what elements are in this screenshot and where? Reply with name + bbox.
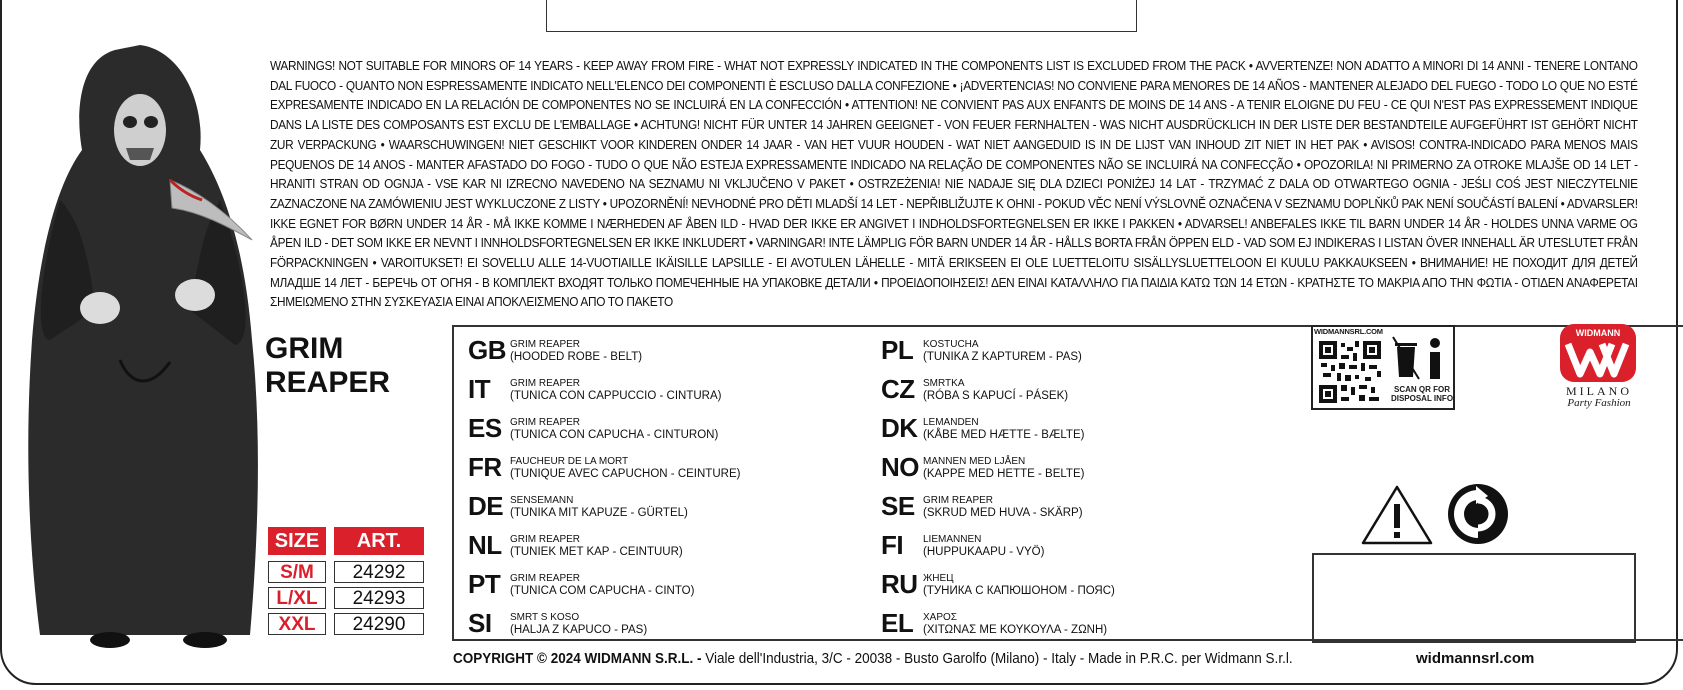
- scan-qr-text: SCAN QR FOR DISPOSAL INFO: [1390, 385, 1454, 403]
- language-desc: (TUNICA CON CAPUCHA - CINTURON): [510, 428, 719, 441]
- language-item: [468, 335, 642, 366]
- language-code: GB: [468, 335, 506, 365]
- warning-triangle-icon: [1360, 484, 1434, 546]
- svg-text:WIDMANN: WIDMANN: [1575, 328, 1621, 338]
- disposal-info-icon: [1391, 333, 1451, 383]
- language-desc: (ТУНИКА С КАПЮШОНОМ - ПОЯС): [923, 584, 1115, 597]
- language-code: PT: [468, 569, 501, 599]
- language-desc: (SKRUD MED HUVA - SKÄRP): [923, 506, 1083, 519]
- language-code: RU: [881, 569, 918, 599]
- green-dot-recycle-icon: [1446, 482, 1510, 546]
- language-code: SI: [468, 608, 492, 638]
- size-table-header: [268, 527, 424, 555]
- language-code: DK: [881, 413, 918, 443]
- size-table: [268, 527, 424, 635]
- language-item: [881, 335, 1082, 366]
- language-name: KOSTUCHA: [923, 338, 979, 350]
- language-name: GRIM REAPER: [510, 533, 581, 545]
- language-desc: (HALJA Z KAPUCO - PAS): [510, 623, 648, 636]
- size-row: [268, 561, 424, 583]
- copyright-footer: [453, 650, 1293, 667]
- size-cell: S/M: [268, 561, 326, 583]
- language-code: FR: [468, 452, 502, 482]
- language-item: [468, 374, 721, 405]
- title-line-2: REAPER: [265, 366, 391, 399]
- language-item: [881, 491, 1083, 522]
- language-name: ΧΑΡΟΣ: [923, 611, 957, 623]
- grim-reaper-costume-image: [20, 40, 270, 655]
- language-name: GRIM REAPER: [510, 377, 581, 389]
- language-code: NO: [881, 452, 919, 482]
- warnings-text: WARNINGS! NOT SUITABLE FOR MINORS OF 14 YEARS - KEEP AWAY FROM FIRE - WHAT NOT EXPRESSLY INDICATED IN THE COMPONENTS LIST IS EXCLUDED FROM THE PACK • AVVERTENZE! NON ADATTO A MINORI DI 14 ANNI - TENERE LONTANO DAL FUOCO - QUANTO NON ESPRESSAMENTE INDICATO NELL'ELENCO DEI COMPONENTI È ESCLUSO DALLA CONFEZIONE • ¡ADVERTENCIAS! NO CONVIENE PARA MENORES DE 14 AÑOS - MANTENER ALEJADO DEL FUEGO - TODO LO QUE NO ESTÉ EXPRESAMENTE INDICADO EN LA RELACIÓN DE COMPONENTES NO SE INCLUIRÁ EN LA CONFECCIÓN • ATTENTION! NE CONVIENT PAS AUX ENFANTS DE MOINS DE 14 ANS - A TENIR ELOIGNE DU FEU - CE QUI N'EST PAS EXPRESSEMENT INDIQUE DANS LA LISTE DES COMPOSANTS EST EXCLU DE L'EMBALLAGE • ACHTUNG! NICHT FÜR UNTER 14 JAHREN GEEIGNET - VON FEUER FERNHALTEN - WAS NICHT AUSDRÜCKLICH IN DER LISTE DER BESTANDTEILE AUFGEFÜHRT IST GEHÖRT NICHT ZUR VERPACKUNG • WAARSCHUWINGEN! NIET GESCHIKT VOOR KINDEREN ONDER 14 JAAR - VAN HET VUUR HOUDEN - WAT NIET AANGEDUID IS IN DE LIJST VAN INHOUD ZIT NIET IN HET PAK • AVISOS! CONTRA-INDICADO PARA MENOS MAIS PEQUENOS DE 14 ANOS - MANTER AFASTADO DO FOGO - TUDO O QUE NÃO ESTEJA EXPRESSAMENTE INDICADO NA RELAÇÃO DE COMPONENTES NÃO SE INCLUIRÁ NA CONFECÇÃO • OPOZORILA! NI PRIMERNO ZA OTROKE MLAJŠE OD 14 LET - HRANITI STRAN OD OGNJA - VSE KAR NI IZRECNO NAVEDENO NA SEZNAMU NI VKLJUČENO V PAKET • OSTRZEŻENIA! NIE NADAJE SIĘ DLA DZIECI PONIŻEJ 14 LAT - TRZYMAĆ Z DALA OD OTWARTEGO OGNIA - JEŚLI COŚ JEST NIECZYTELNIE ZAZNACZONE NA ZAMÓWIENIU JEST WYKLUCZONE Z LISTY • UPOZORNĚNÍ! NEVHODNÉ PRO DĚTI MLADŠÍ 14 LET - NEPŘIBLIŽUJTE K OHNI - POKUD VĚC NENÍ VÝSLOVNĚ OZNAČENA V SEZNAMU DOPLŇKŮ PAK NENÍ SOUČÁSTÍ BALENÍ • ADVARSLER! IKKE EGNET FOR BØRN UNDER 14 ÅR - MÅ IKKE KOMME I NÆRHEDEN AF ÅBEN ILD - HVAD DER IKKE ER ANGIVET I INDHOLDSFORTEGNELSEN ER IKKE I PAKKEN • ADVARSEL! ANBEFALES IKKE TIL BARN UNDER 14 ÅR - HOLDES UNNA VARME OG ÅPEN ILD - DET SOM IKKE ER NEVNT I INNHOLDSFORTEGNELSEN ER IKKE INKLUDERT • VARNINGAR! INTE LÄMPLIG FÖR BARN UNDER 14 ÅR - HÅLLS BORTA FRÅN ÖPPEN ELD - VAD SOM EJ INDIKERAS I LISTAN ÖVER INNEHALL ÄR UTESLUTET FRÅN FÖRPACKNINGEN • VAROITUKSET! EI SOVELLU ALLE 14-VUOTIAILLE IKÄISILLE LAPSILLE - EI AVOTULEN LÄHELLE - MITÄ ERIKSEEN EI OLE LUETTELOITU SISÄLLYSLUETTELOON EI KUULU PAKKAUKSEEN • ВНИМАНИЕ! НЕ ПОХОДИТ ДЛЯ ДЕТЕЙ МЛАДШЕ 14 ЛЕТ - БЕРЕЧЬ ОТ ОГНЯ - В КОМПЛЕКТ ВХОДЯТ ТОЛЬКО ПОМЕЧЕННЫЕ НА УПАКОВКЕ ДЕТАЛИ • ΠΡΟΕΙΔΟΠΟΙΗΣΕΙΣ! ΔΕΝ ΕΙΝΑΙ ΚΑΤΑΛΛΗΛΟ ΓΙΑ ΠΑΙΔΙΑ ΚΑΤΩ ΤΩΝ 14 ΕΤΩΝ - ΚΡΑΤΗΣΤΕ ΤΟ ΜΑΚΡΙΑ ΑΠΟ ΤΗΝ ΦΩΤΙΑ - ΟΤΙΔΕΝ ΑΝΑΦΕΡΕΤΑΙ ΣΗΜΕΙΩΜΕΝΟ ΣΤΗΝ ΣΥΣΚΕΥΑΣΙΑ ΕΙΝΑΙ ΑΠΟΚΛΕΙΣΜΕΝΟ ΑΠΟ ΤΟ ΠΑΚΕΤΟ: [270, 59, 1638, 310]
- language-code: FI: [881, 530, 904, 560]
- language-item: [881, 374, 1068, 405]
- language-code: DE: [468, 491, 504, 521]
- art-cell: 24293: [334, 587, 424, 609]
- language-code: IT: [468, 374, 491, 404]
- language-code: EL: [881, 608, 914, 638]
- language-item: [881, 569, 1115, 600]
- top-label-box: [546, 0, 1137, 32]
- copyright-text: COPYRIGHT © 2024 WIDMANN S.R.L. -: [453, 650, 702, 667]
- language-name: GRIM REAPER: [510, 338, 581, 350]
- language-item: [881, 413, 1084, 444]
- language-desc: (TUNIEK MET KAP - CEINTUUR): [510, 545, 683, 558]
- art-cell: 24290: [334, 613, 424, 635]
- language-code: PL: [881, 335, 914, 365]
- language-name: GRIM REAPER: [923, 494, 994, 506]
- language-desc: (KÅBE MED HÆTTE - BÆLTE): [923, 428, 1085, 441]
- language-desc: (HOODED ROBE - BELT): [510, 350, 643, 363]
- language-desc: (ΧΙΤΩΝΑΣ ΜΕ ΚΟΥΚΟΥΛΑ - ΖΩΝΗ): [923, 623, 1108, 636]
- language-name: LEMANDEN: [923, 416, 979, 428]
- language-name: GRIM REAPER: [510, 572, 581, 584]
- language-item: [881, 608, 1107, 639]
- language-desc: (RÓBA S KAPUCÍ - PÁSEK): [923, 389, 1069, 402]
- logo-tagline: Party Fashion: [1567, 397, 1631, 409]
- language-desc: (KAPPE MED HETTE - BELTE): [923, 467, 1085, 480]
- language-code: ES: [468, 413, 502, 443]
- size-row: [268, 613, 424, 635]
- address-text: Viale dell'Industria, 3/C - 20038 - Busto Garolfo (Milano) - Italy - Made in P.R.C. per Widmann S.r.l.: [701, 650, 1293, 667]
- product-title: [265, 332, 390, 400]
- language-desc: (TUNIKA Z KAPTUREM - PAS): [923, 350, 1082, 363]
- logo-city: MILANO: [1566, 384, 1632, 398]
- language-code: NL: [468, 530, 502, 560]
- size-cell: XXL: [268, 613, 326, 635]
- qr-disposal-block: [1311, 325, 1455, 410]
- size-row: [268, 587, 424, 609]
- language-item: [468, 608, 647, 639]
- language-desc: (TUNICA CON CAPPUCCIO - CINTURA): [510, 389, 722, 402]
- language-name: MANNEN MED LJÅEN: [923, 455, 1026, 467]
- language-item: [881, 452, 1084, 483]
- language-desc: (TUNIKA MIT KAPUZE - GÜRTEL): [510, 506, 688, 519]
- language-name: FAUCHEUR DE LA MORT: [510, 455, 629, 467]
- size-cell: L/XL: [268, 587, 326, 609]
- language-name: ЖНЕЦ: [923, 572, 954, 584]
- language-name: LIEMANNEN: [923, 533, 982, 545]
- language-code: SE: [881, 491, 915, 521]
- language-item: [881, 530, 1044, 561]
- website-text: widmannsrl.com: [1416, 650, 1535, 667]
- language-desc: (TUNICA COM CAPUCHA - CINTO): [510, 584, 695, 597]
- language-desc: (TUNIQUE AVEC CAPUCHON - CEINTURE): [510, 467, 741, 480]
- language-code: CZ: [881, 374, 915, 404]
- language-name: SMRTKA: [923, 377, 965, 389]
- blank-label-box: [1312, 553, 1636, 643]
- art-header: ART.: [334, 527, 424, 555]
- art-cell: 24292: [334, 561, 424, 583]
- language-desc: (HUPPUKAAPU - VYÖ): [923, 545, 1045, 558]
- qr-label: WIDMANNSRL.COM: [1314, 327, 1383, 336]
- language-item: [468, 413, 718, 444]
- title-line-1: GRIM: [265, 332, 344, 365]
- language-item: [468, 569, 694, 600]
- language-name: GRIM REAPER: [510, 416, 581, 428]
- size-header: SIZE: [268, 527, 326, 555]
- language-item: [468, 452, 740, 483]
- language-item: [468, 530, 683, 561]
- language-name: SENSEMANN: [510, 494, 574, 506]
- qr-code-icon: [1317, 339, 1383, 405]
- language-item: [468, 491, 688, 522]
- language-name: SMRT S KOSO: [510, 611, 580, 623]
